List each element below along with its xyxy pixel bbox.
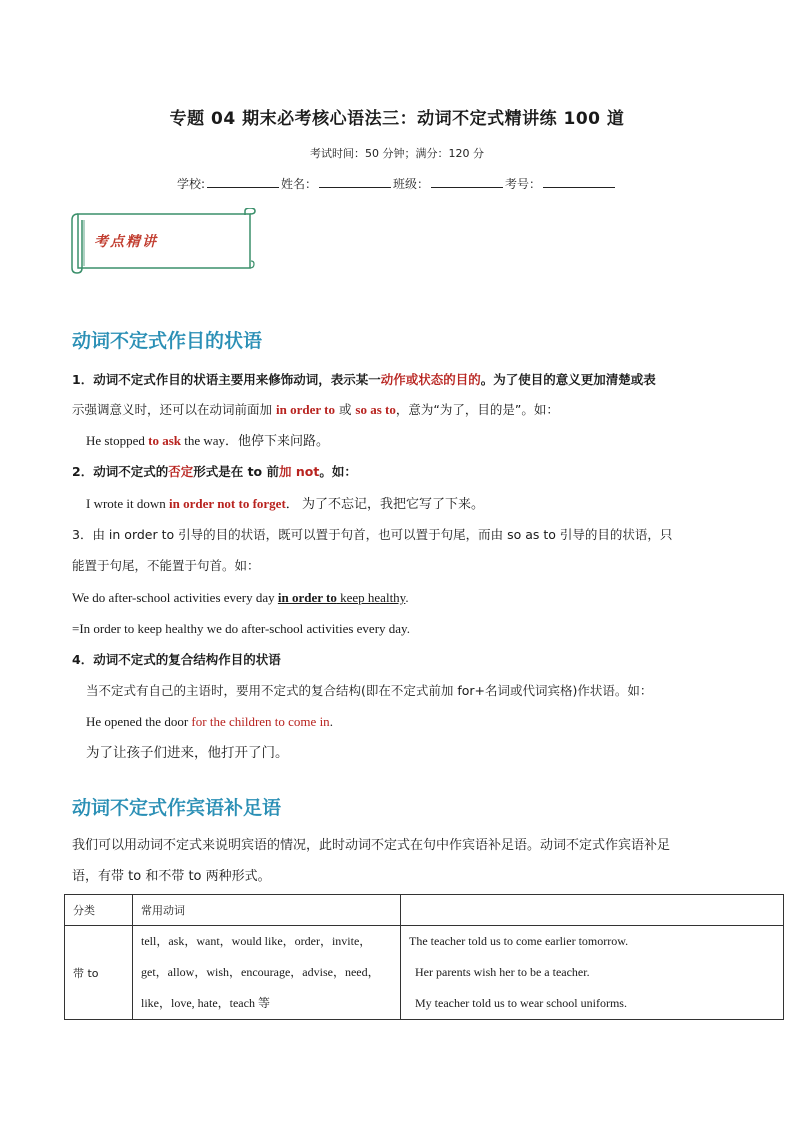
exam-info: 考试时间：50 分钟；满分：120 分 <box>310 147 484 160</box>
verb-table <box>64 894 784 1020</box>
example-1: He stopped to ask the way．他停下来问路。 <box>86 433 330 448</box>
field-name-blank[interactable] <box>319 175 391 188</box>
table-header-cell <box>401 895 784 926</box>
field-number-blank[interactable] <box>543 175 615 188</box>
badge-label: 考点精讲 <box>94 234 158 250</box>
field-class-blank[interactable] <box>431 175 503 188</box>
section-heading-purpose: 动词不定式作目的状语 <box>72 330 263 352</box>
example-3: We do after-school activities every day in order to keep healthy. <box>72 590 409 605</box>
rule-3-line-2: 能置于句尾，不能置于句首。如： <box>72 558 260 573</box>
page-title: 专题 04 期末必考核心语法三：动词不定式精讲练 100 道 <box>169 109 625 129</box>
student-info-fields <box>0 175 794 192</box>
field-number-label: 考号： <box>505 177 542 191</box>
field-class-label: 班级： <box>393 177 430 191</box>
example-sentence: The teacher told us to come earlier tomorrow. <box>409 934 629 948</box>
table-row <box>65 926 784 1020</box>
rule-3-line-1: 3．由 in order to 引导的目的状语，既可以置于句首，也可以置于句尾，而由 so as to 引导的目的状语，只 <box>72 527 673 542</box>
example-4-translation: 为了让孩子们进来，他打开了门。 <box>86 745 289 761</box>
field-school-blank[interactable] <box>207 175 279 188</box>
example-4: He opened the door for the children to come in. <box>86 714 333 729</box>
example-3b: =In order to keep healthy we do after-school activities every day. <box>72 621 410 636</box>
rule-4: 4．动词不定式的复合结构作目的状语 <box>72 652 281 667</box>
table-cell-examples <box>401 926 784 1020</box>
table-cell-category: 带 to <box>65 926 133 1020</box>
section-heading-complement: 动词不定式作宾语补足语 <box>72 797 282 819</box>
rule-4-body: 当不定式有自己的主语时，要用不定式的复合结构(即在不定式前加 for+名词或代词宾格)作状语。如： <box>86 683 653 698</box>
verb-list-line: get，allow，wish，encourage，advise，need， <box>141 965 380 979</box>
section2-intro-line-1: 我们可以用动词不定式来说明宾语的情况，此时动词不定式在句中作宾语补足语。动词不定式作宾语补足 <box>72 838 671 853</box>
table-cell-verbs <box>133 926 401 1020</box>
verb-list-line: tell，ask，want，would like，order，invite， <box>141 934 372 948</box>
example-sentence: Her parents wish her to be a teacher. <box>409 965 590 979</box>
example-2: I wrote it down in order not to forget． 为了不忘记，我把它写了下来。 <box>86 496 485 511</box>
rule-2: 2．动词不定式的否定形式是在 to 前加 not。如： <box>72 464 357 479</box>
table-header-row <box>65 895 784 926</box>
field-school-label: 学校: <box>176 177 205 191</box>
section2-intro-line-2: 语，有带 to 和不带 to 两种形式。 <box>72 869 271 884</box>
table-header-cell: 分类 <box>65 895 133 926</box>
field-name-label: 姓名： <box>281 177 318 191</box>
rule-1-line-2: 示强调意义时，还可以在动词前面加 in order to 或 so as to，意为“为了，目的是”。如： <box>72 402 559 417</box>
table-header-cell: 常用动词 <box>133 895 401 926</box>
verb-list-line: like，love, hate，teach 等 <box>141 996 270 1010</box>
rule-1-line-1: 1．动词不定式作目的状语主要用来修饰动词，表示某一动作或状态的目的。为了使目的意义更加清楚或表 <box>72 372 656 387</box>
example-sentence: My teacher told us to wear school uniforms. <box>409 996 627 1010</box>
